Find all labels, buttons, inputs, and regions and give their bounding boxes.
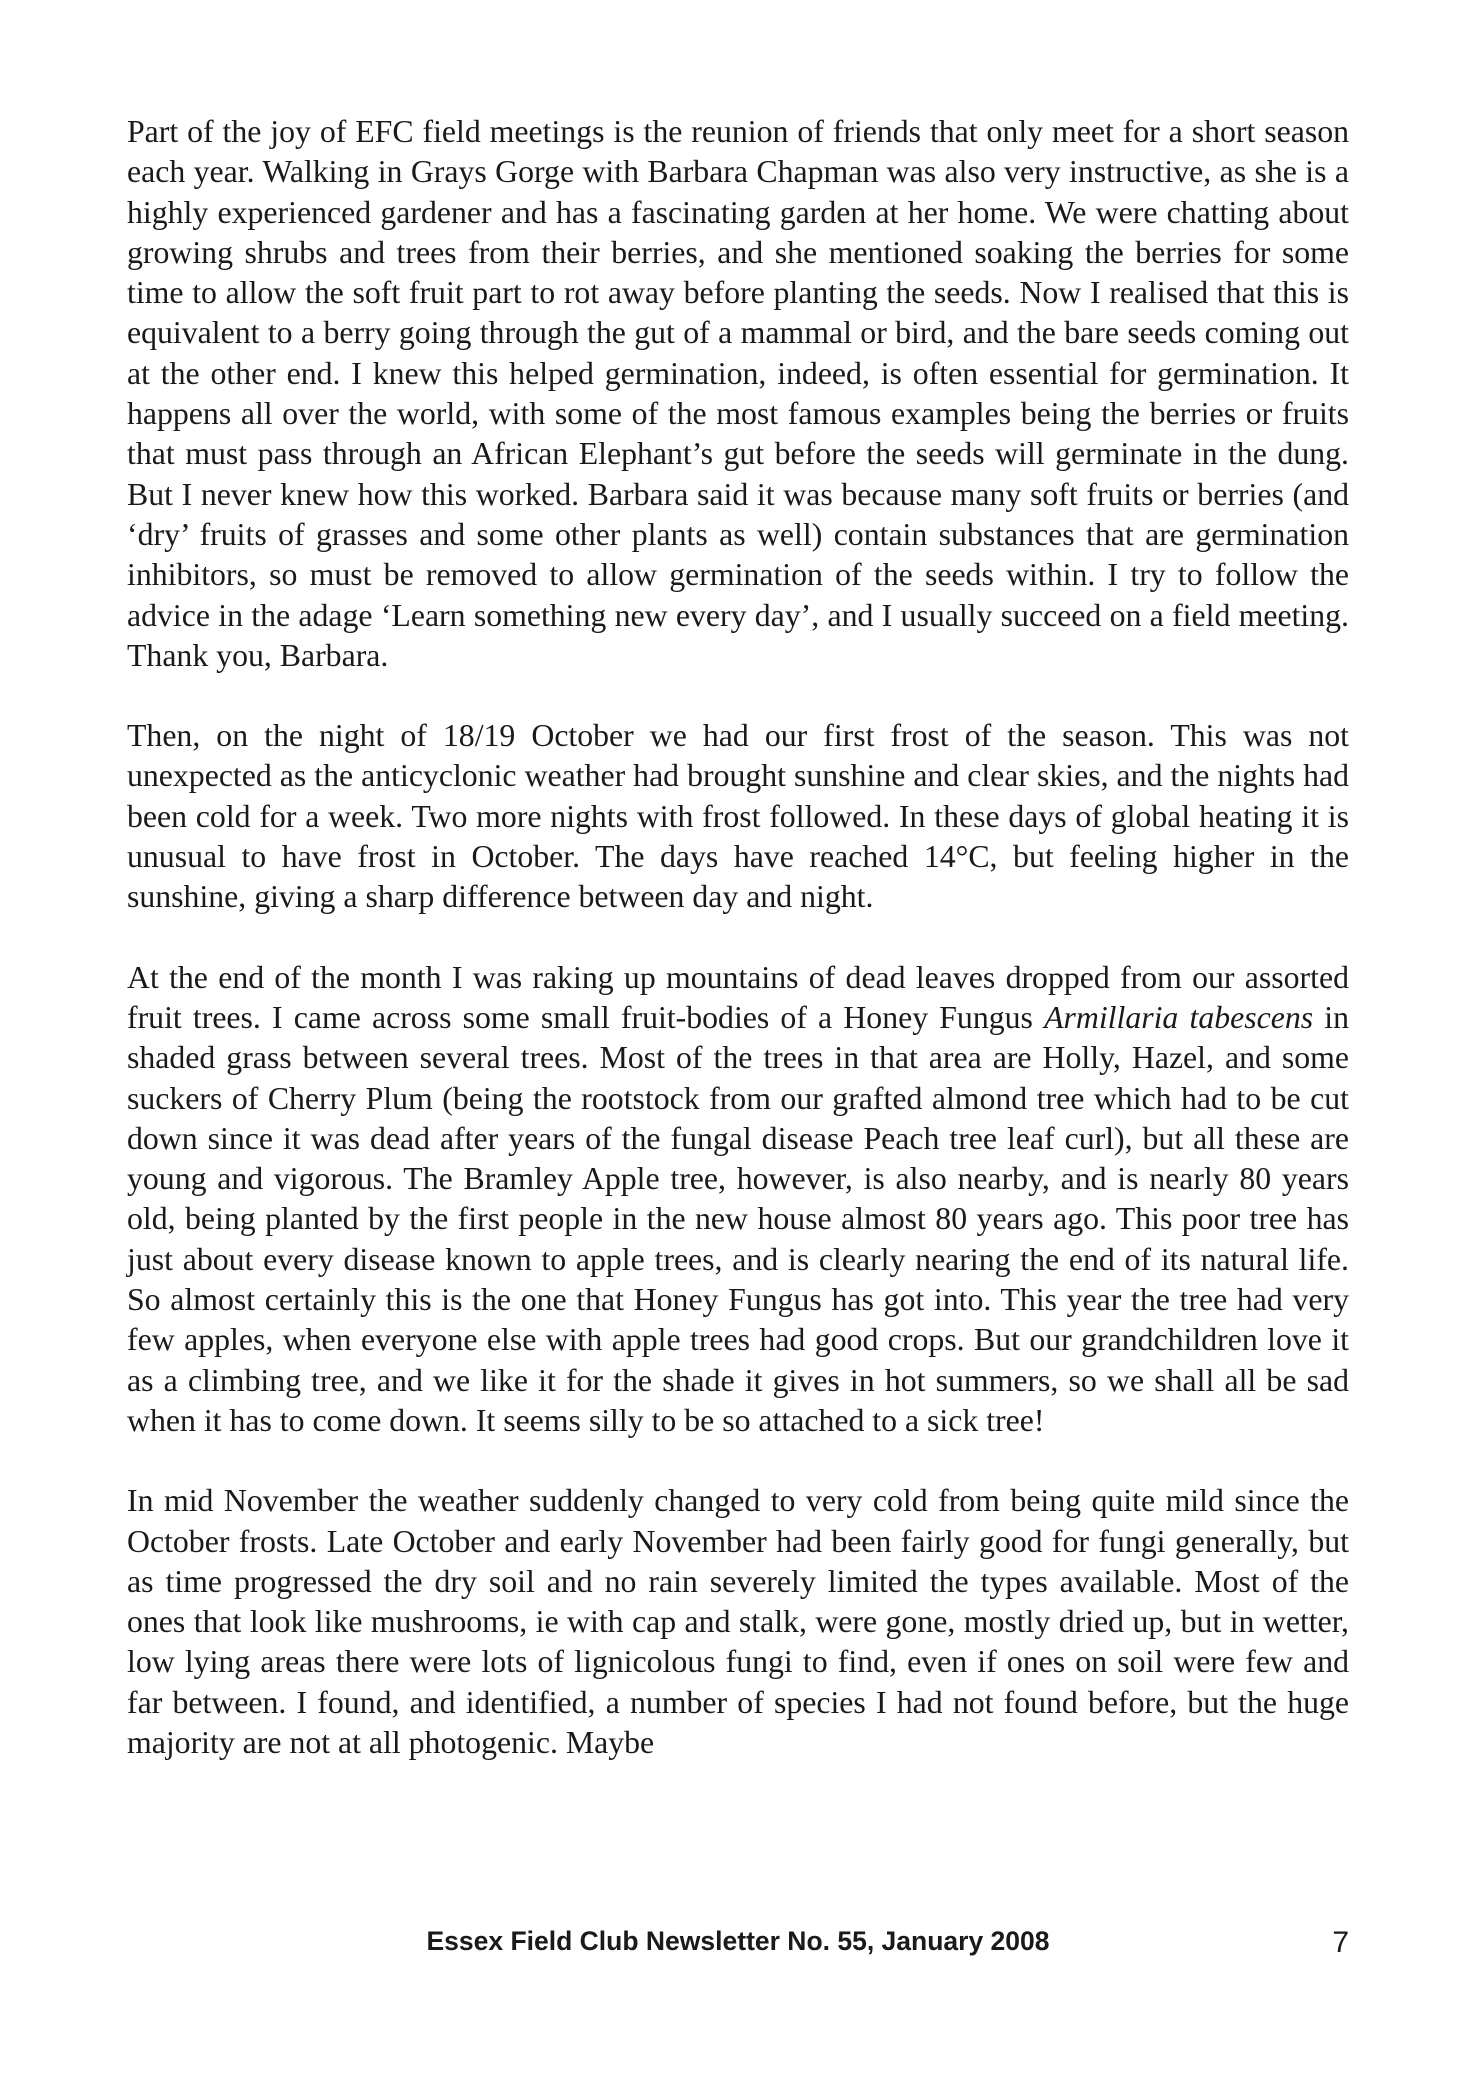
page-footer	[127, 1926, 1349, 1966]
paragraph-3	[127, 958, 1349, 1442]
paragraph-4	[127, 1481, 1349, 1763]
paragraph-text: in shaded grass between several trees. Most of the trees in that area are Holly, Hazel, and some suckers of Cherry Plum (being the rootstock from our grafted almond tree which had to be cut down since it was dead after years of the fungal disease Peach tree leaf curl), but all these are young and vigorous. The Bramley Apple tree, however, is also nearby, and is nearly 80 years old, being planted by the first people in the new house almost 80 years ago. This poor tree has just about every disease known to apple trees, and is clearly nearing the end of its natural life. So almost certainly this is the one that Honey Fungus has got into. This year the tree had very few apples, when everyone else with apple trees had good crops. But our grandchildren love it as a climbing tree, and we like it for the shade it gives in hot summers, so we shall all be sad when it has to come down. It seems silly to be so attached to a sick tree!	[127, 999, 1349, 1438]
paragraph-text: Then, on the night of 18/19 October we had our first frost of the season. This was not unexpected as the anticyclonic weather had brought sunshine and clear skies, and the nights had been cold for a week. Two more nights with frost followed. In these days of global heating it is unusual to have frost in October. The days have reached 14°C, but feeling higher in the sunshine, giving a sharp difference between day and night.	[127, 718, 1349, 915]
newsletter-title: Essex Field Club Newsletter No. 55, January 2008	[426, 1926, 1050, 1956]
paragraph-1	[127, 112, 1349, 676]
paragraph-text: Part of the joy of EFC field meetings is the reunion of friends that only meet for a short season each year. Walking in Grays Gorge with Barbara Chapman was also very instructive, as she is a highly experienced gardener and has a fascinating garden at her home. We were chatting about growing shrubs and trees from their berries, and she mentioned soaking the berries for some time to allow the soft fruit part to rot away before planting the seeds. Now I realised that this is equivalent to a berry going through the gut of a mammal or bird, and the bare seeds coming out at the other end. I knew this helped germination, indeed, is often essential for germination. It happens all over the world, with some of the most famous examples being the berries or fruits that must pass through an African Elephant’s gut before the seeds will germinate in the dung. But I never knew how this worked. Barbara said it was because many soft fruits or berries (and ‘dry’ fruits of grasses and some other plants as well) contain substances that are germination inhibitors, so must be removed to allow germination of the seeds within. I try to follow the advice in the adage ‘Learn something new every day’, and I usually succeed on a field meeting. Thank you, Barbara.	[127, 114, 1349, 673]
page-body	[127, 112, 1349, 1803]
page-number: 7	[1332, 1926, 1349, 1959]
paragraph-text: At the end of the month I was raking up mountains of dead leaves dropped from our assorted fruit trees. I came across some small fruit-bodies of a Honey Fungus	[127, 959, 1349, 1035]
species-name: Armillaria tabescens	[1044, 999, 1314, 1035]
paragraph-text: In mid November the weather suddenly changed to very cold from being quite mild since the October frosts. Late October and early November had been fairly good for fungi generally, but as time progressed the dry soil and no rain severely limited the types available. Most of the ones that look like mushrooms, ie with cap and stalk, were gone, mostly dried up, but in wetter, low lying areas there were lots of lignicolous fungi to find, even if ones on soil were few and far between. I found, and identified, a number of species I had not found before, but the huge majority are not at all photogenic. Maybe	[127, 1483, 1349, 1760]
paragraph-2	[127, 716, 1349, 917]
